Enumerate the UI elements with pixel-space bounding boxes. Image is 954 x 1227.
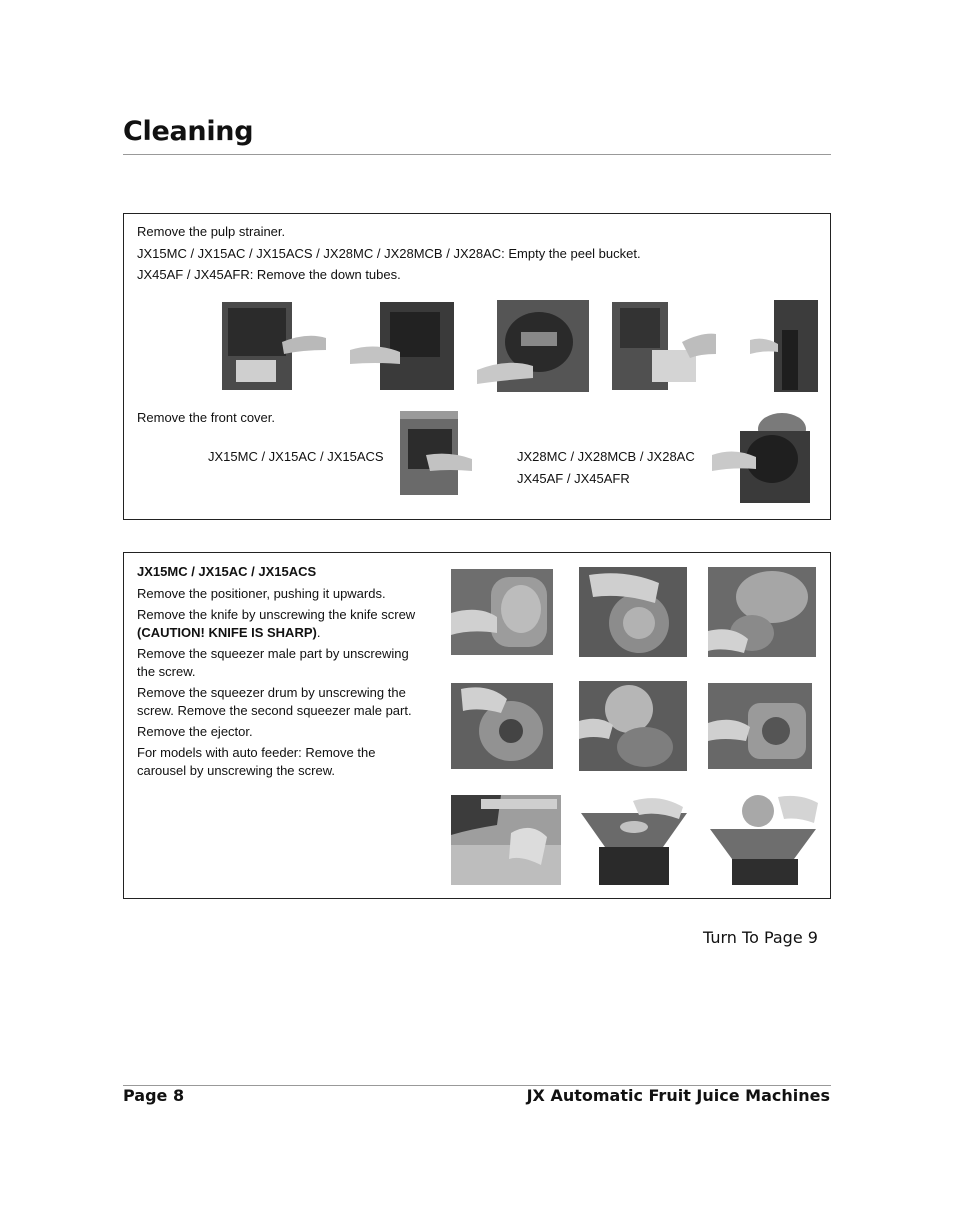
turn-page-link[interactable]: Turn To Page 9 (703, 928, 818, 947)
step-squeezer-male: Remove the squeezer male part by unscrewing the screw. (137, 646, 409, 679)
photo-step-1 (451, 569, 553, 655)
photo-step-6 (708, 683, 812, 769)
disassembly-steps (137, 563, 417, 783)
instruction-strainer: Remove the pulp strainer. (137, 224, 286, 239)
model-list-jx28: JX28MC / JX28MCB / JX28AC (517, 449, 695, 464)
page-title: Cleaning (123, 116, 254, 147)
photo-strainer-3 (477, 300, 589, 392)
photo-step-2 (579, 567, 687, 657)
photo-strainer-2 (350, 302, 454, 390)
step-knife (137, 606, 417, 642)
model-list-jx45: JX45AF / JX45AFR (517, 471, 630, 486)
step-carousel: For models with auto feeder: Remove the carousel by unscrewing the screw. (137, 745, 376, 778)
step-squeezer-drum: Remove the squeezer drum by unscrewing the screw. Remove the second squeezer male part. (137, 685, 412, 718)
photo-peel-bucket (612, 302, 716, 390)
photo-step-7 (451, 795, 561, 885)
step-positioner: Remove the positioner, pushing it upwards. (137, 586, 386, 601)
photo-front-cover-jx15 (396, 411, 472, 495)
photo-step-3 (708, 567, 816, 657)
step-knife-end: . (316, 625, 321, 640)
squeezer-disassembly-section (123, 552, 831, 899)
photo-strainer-1 (222, 302, 328, 390)
page-number: Page 8 (123, 1086, 185, 1105)
photo-step-9 (708, 793, 818, 885)
knife-caution: (CAUTION! KNIFE IS SHARP) (137, 625, 317, 640)
photo-step-4 (451, 683, 553, 769)
model-list-jx15: JX15MC / JX15AC / JX15ACS (208, 449, 384, 464)
step-knife-text: Remove the knife by unscrewing the knife screw (137, 607, 416, 622)
instruction-down-tubes: JX45AF / JX45AFR: Remove the down tubes. (137, 267, 401, 282)
photo-front-cover-jx28 (712, 411, 814, 503)
instruction-front-cover: Remove the front cover. (137, 410, 276, 425)
step-ejector: Remove the ejector. (137, 724, 253, 739)
model-heading: JX15MC / JX15AC / JX15ACS (137, 564, 317, 579)
photo-step-8 (579, 793, 689, 885)
title-divider (123, 154, 831, 155)
pulp-strainer-section (123, 213, 831, 520)
photo-step-5 (579, 681, 687, 771)
photo-down-tubes (750, 300, 818, 392)
instruction-peel-bucket: JX15MC / JX15AC / JX15ACS / JX28MC / JX28MCB / JX28AC: Empty the peel bucket. (137, 246, 641, 261)
document-title: JX Automatic Fruit Juice Machines (526, 1086, 830, 1105)
